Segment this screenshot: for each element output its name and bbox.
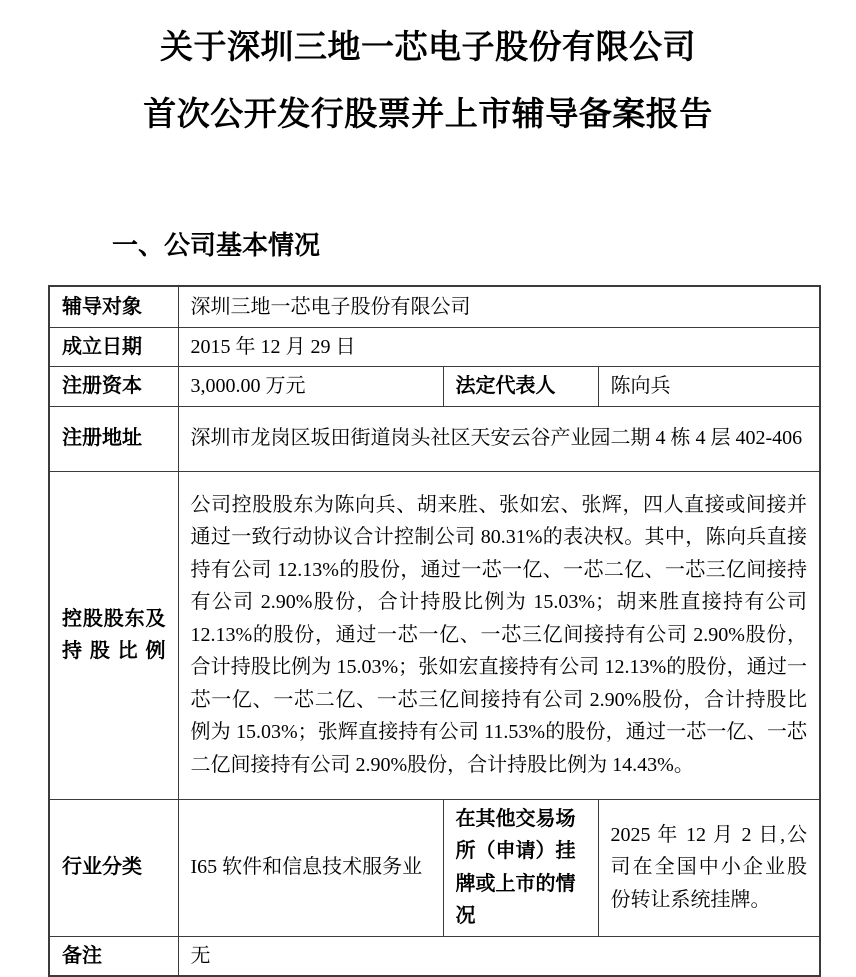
row-label-registered-address: 注册地址 — [49, 406, 178, 471]
section-heading: 一、公司基本情况 — [112, 230, 321, 260]
row-value-controlling-shareholders: 公司控股股东为陈向兵、胡来胜、张如宏、张辉，四人直接或间接并通过一致行动协议合计控制公司 80.31%的表决权。其中，陈向兵直接持有公司 12.13%的股份，通过一芯一亿、一芯二亿、一芯三亿间接持有公司 2.90%股份，合计持股比例为 15.03%；胡来胜直接持有公司 12.13%的股份，通过一芯一亿、一芯三亿间接持有公司 2.90%股份，合计持股比例为 15.03%；张如宏直接持有公司 12.13%的股份，通过一芯一亿、一芯二亿、一芯三亿间接持有公司 2.90%股份，合计持股比例为 15.03%；张辉直接持有公司 11.53%的股份，通过一芯一亿、一芯二亿间接持有公司 2.90%股份，合计持股比例为 14.43%。 — [178, 471, 820, 799]
row-label-establish-date: 成立日期 — [49, 327, 178, 367]
document-title-line2: 首次公开发行股票并上市辅导备案报告 — [143, 95, 713, 132]
row-label-remarks: 备注 — [49, 936, 178, 976]
table-row-registered-address — [49, 406, 820, 471]
row-label-registered-capital: 注册资本 — [49, 367, 178, 407]
table-row-registered-capital — [49, 367, 820, 407]
row-value-registered-address: 深圳市龙岗区坂田街道岗头社区天安云谷产业园二期 4 栋 4 层 402-406 — [178, 406, 820, 471]
table-row-remarks — [49, 936, 820, 976]
row-label-other-listing-status: 在其他交易场所（申请）挂牌或上市的情况 — [443, 799, 598, 936]
row-label-legal-representative: 法定代表人 — [443, 367, 598, 407]
table-row-counseling-target — [49, 286, 820, 327]
row-value-establish-date: 2015 年 12 月 29 日 — [178, 327, 820, 367]
row-value-industry-classification: I65 软件和信息技术服务业 — [178, 799, 443, 936]
row-value-other-listing-status: 2025 年 12 月 2 日,公司在全国中小企业股份转让系统挂牌。 — [598, 799, 820, 936]
table-row-establish-date — [49, 327, 820, 367]
document-title-line1: 关于深圳三地一芯电子股份有限公司 — [160, 28, 696, 65]
row-label-controlling-shareholders: 控股股东及持股比例 — [49, 471, 178, 799]
row-value-remarks: 无 — [178, 936, 820, 976]
row-value-legal-representative: 陈向兵 — [598, 367, 820, 407]
row-label-counseling-target: 辅导对象 — [49, 286, 178, 327]
row-value-registered-capital: 3,000.00 万元 — [178, 367, 443, 407]
row-value-counseling-target: 深圳三地一芯电子股份有限公司 — [178, 286, 820, 327]
company-info-table — [48, 285, 821, 977]
table-row-controlling-shareholders — [49, 471, 820, 799]
row-label-industry-classification: 行业分类 — [49, 799, 178, 936]
table-row-industry-classification — [49, 799, 820, 936]
